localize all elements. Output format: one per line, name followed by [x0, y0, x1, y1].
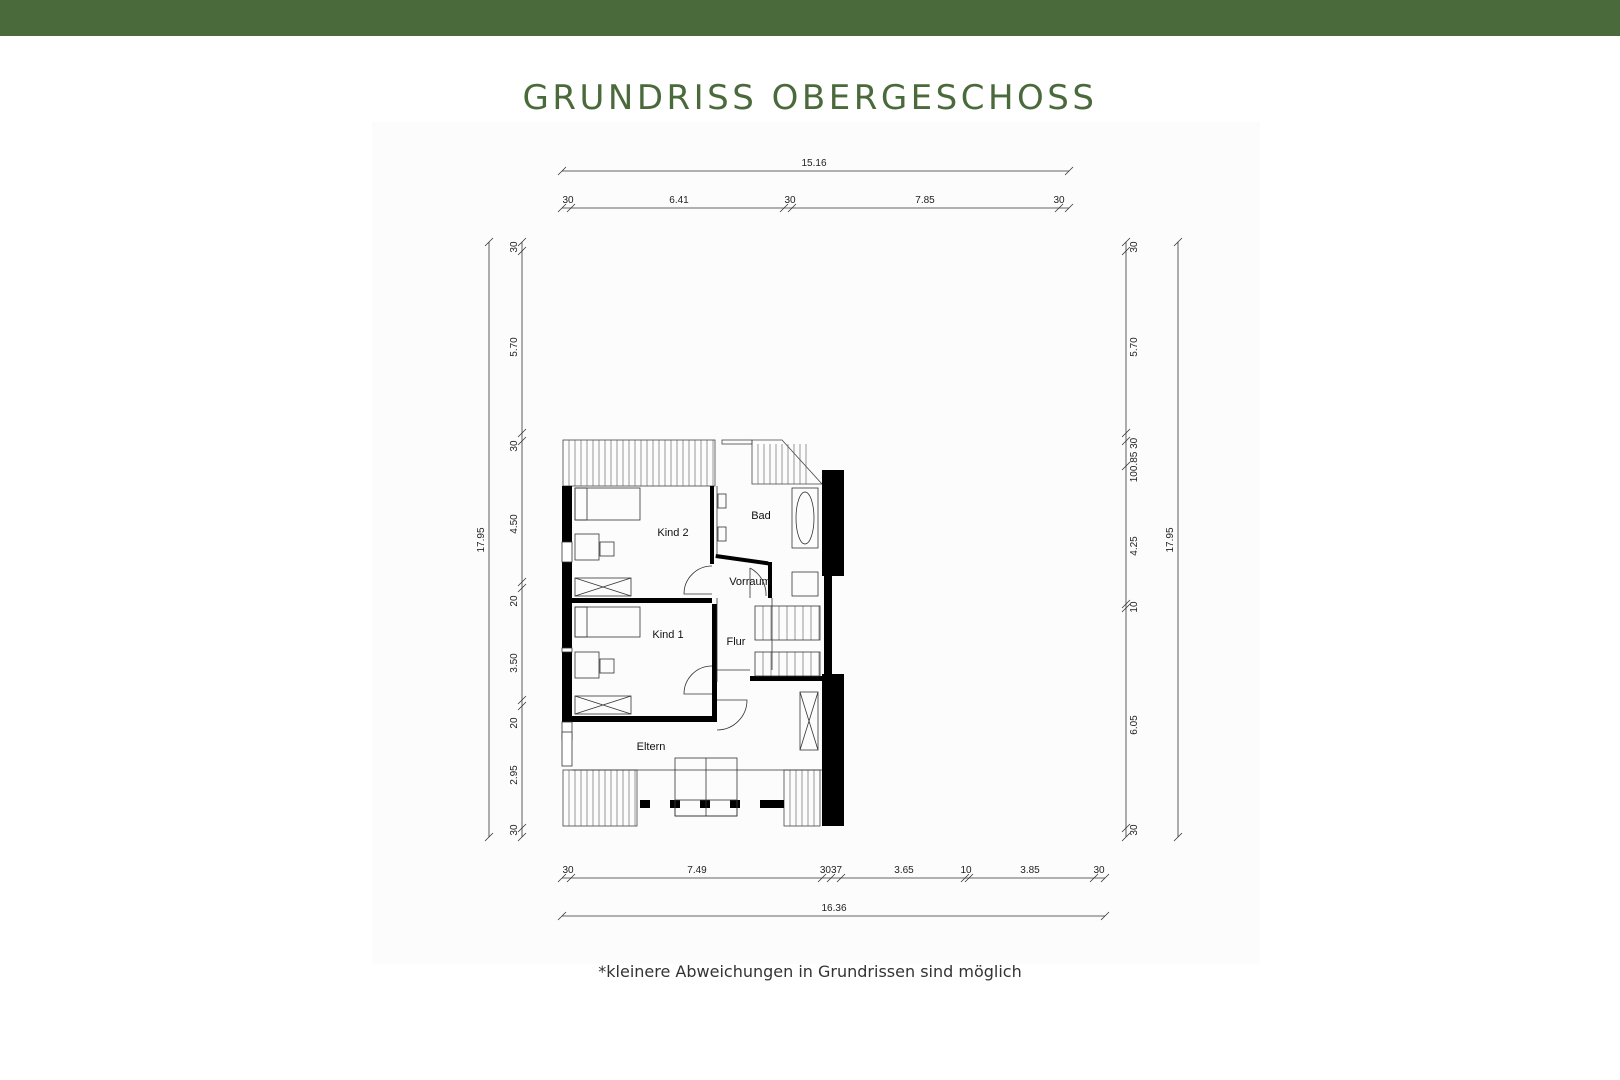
window-left-kind1	[562, 648, 572, 652]
dim-right-segment: 5.70	[1129, 337, 1140, 357]
dim-left-segment: 3.50	[509, 653, 520, 673]
bathtub	[792, 488, 818, 548]
toilet	[718, 494, 726, 541]
dim-top-chain-line	[558, 204, 1073, 212]
wardrobe-kind2	[575, 578, 631, 596]
dim-left-total: 17.95	[476, 527, 487, 553]
dim-right-segment: 30	[1129, 241, 1140, 253]
dim-right-segment: 100.85 30	[1129, 437, 1140, 483]
door-kind1	[684, 666, 712, 694]
roof-slope-bottom-right	[784, 770, 820, 826]
double-bed-eltern	[675, 758, 737, 816]
bed-kind2	[575, 488, 640, 520]
top-bar	[0, 0, 1620, 36]
dim-bottom-segment: 3.85	[1020, 865, 1040, 876]
window-left-eltern	[562, 732, 572, 766]
dim-right-segment: 10	[1129, 601, 1140, 613]
room-label-flur: Flur	[726, 636, 746, 648]
room-label-kind1: Kind 1	[652, 629, 684, 641]
roof-slope-top-left	[563, 440, 715, 486]
dim-left-chain-line	[518, 238, 526, 841]
dim-left-segment: 2.95	[509, 765, 520, 785]
dim-bottom-segment: 3037	[819, 865, 843, 876]
dim-left-segment: 30	[509, 824, 520, 836]
dim-bottom-segment: 30	[1093, 865, 1105, 876]
footnote: *kleinere Abweichungen in Grundrissen sind möglich	[598, 962, 1022, 981]
room-label-kind2: Kind 2	[657, 527, 689, 539]
dim-left-segment: 30	[509, 440, 520, 452]
floor-plan	[372, 122, 1260, 964]
dim-left-segment: 4.50	[509, 514, 520, 534]
dim-right-segment: 4.25	[1129, 536, 1140, 556]
dim-top-segment: 30	[1053, 195, 1065, 206]
staircase	[755, 606, 820, 676]
room-label-bad: Bad	[751, 510, 771, 522]
dim-left-segment: 20	[509, 717, 520, 729]
roof-slope-bottom-left	[563, 770, 637, 826]
dim-bottom-segment: 10	[960, 865, 972, 876]
shower	[792, 572, 818, 596]
dim-left-segment: 30	[509, 241, 520, 253]
wardrobe-eltern	[800, 692, 818, 750]
dim-top-total: 15.16	[801, 158, 827, 169]
dim-bottom-segment: 7.49	[687, 865, 707, 876]
dim-bottom-segment: 3.65	[894, 865, 914, 876]
building	[562, 440, 844, 826]
room-label-eltern: Eltern	[636, 741, 666, 753]
floor-plan-drawing	[372, 122, 1260, 964]
desk-kind1	[575, 652, 614, 678]
dim-right-segment: 6.05	[1129, 715, 1140, 735]
dim-bottom-total: 16.36	[821, 903, 847, 914]
door-eltern	[717, 700, 747, 730]
room-label-vorraum: Vorraum	[729, 576, 771, 588]
desk-kind2	[575, 534, 614, 560]
bed-kind1	[575, 607, 640, 637]
dim-left-segment: 20	[509, 595, 520, 607]
dim-top-segment: 6.41	[669, 195, 689, 206]
dim-top-segment: 7.85	[915, 195, 935, 206]
dim-top-segment: 30	[784, 195, 796, 206]
dim-bottom-segment: 30	[562, 865, 574, 876]
dim-right-total: 17.95	[1165, 527, 1176, 553]
dim-right-segment: 30	[1129, 824, 1140, 836]
door-kind2	[684, 566, 712, 594]
dim-left-segment: 5.70	[509, 337, 520, 357]
window-left-kind2	[562, 542, 572, 562]
window-top-bad	[722, 440, 752, 444]
roof-slope-top-right	[752, 440, 822, 484]
wardrobe-kind1	[575, 696, 631, 714]
dim-top-segment: 30	[562, 195, 574, 206]
page-title: GRUNDRISS OBERGESCHOSS	[522, 78, 1098, 118]
